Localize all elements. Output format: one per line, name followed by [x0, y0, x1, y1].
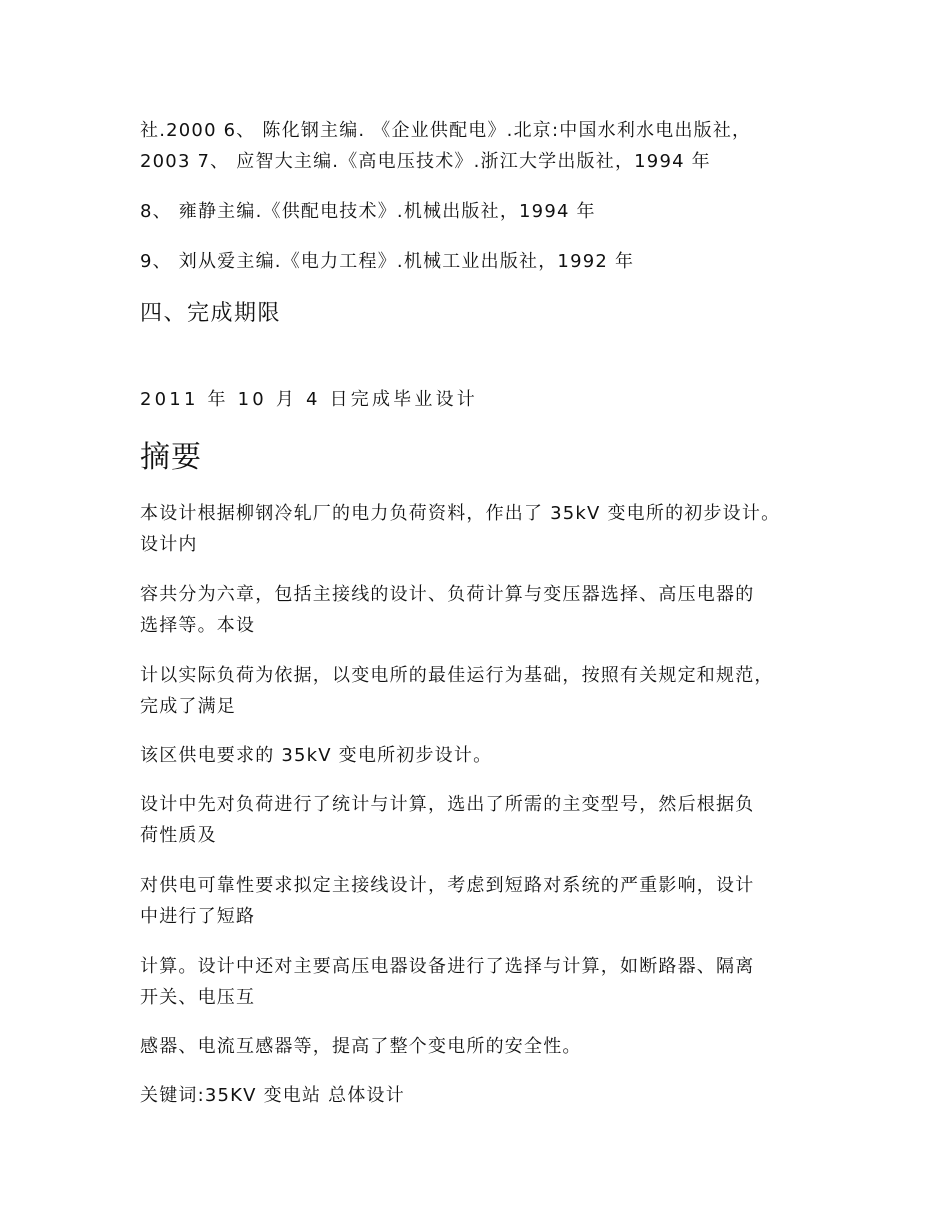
- reference-line-2: 2003 7、 应智大主编.《高电压技术》.浙江大学出版社，1994 年: [140, 151, 711, 172]
- abstract-line: 完成了满足: [140, 696, 236, 717]
- abstract-line: 荷性质及: [140, 825, 217, 846]
- abstract-line: 中进行了短路: [140, 906, 256, 927]
- abstract-title: 摘要: [140, 440, 202, 475]
- completion-date: 2011 年 10 月 4 日完成毕业设计: [140, 389, 478, 410]
- abstract-line: 计以实际负荷为依据，以变电所的最佳运行为基础，按照有关规定和规范，: [140, 665, 774, 686]
- abstract-line: 感器、电流互感器等，提高了整个变电所的安全性。: [140, 1036, 582, 1057]
- abstract-line: 计算。设计中还对主要高压电器设备进行了选择与计算，如断路器、隔离: [140, 956, 755, 977]
- keywords-line: 关键词:35KV 变电站 总体设计: [140, 1085, 405, 1106]
- abstract-line: 选择等。本设: [140, 615, 256, 636]
- abstract-line: 本设计根据柳钢冷轧厂的电力负荷资料，作出了 35kV 变电所的初步设计。: [140, 503, 781, 524]
- abstract-line: 设计中先对负荷进行了统计与计算，选出了所需的主变型号，然后根据负: [140, 794, 755, 815]
- reference-item-8: 8、 雍静主编.《供配电技术》.机械出版社，1994 年: [140, 201, 596, 222]
- reference-line-1: 社.2000 6、 陈化钢主编. 《企业供配电》.北京:中国水利水电出版社，: [140, 120, 752, 141]
- abstract-line: 开关、电压互: [140, 987, 256, 1008]
- section-heading-deadline: 四、完成期限: [140, 301, 282, 326]
- reference-item-9: 9、 刘从爱主编.《电力工程》.机械工业出版社，1992 年: [140, 251, 635, 272]
- abstract-line: 该区供电要求的 35kV 变电所初步设计。: [140, 745, 493, 766]
- abstract-line: 对供电可靠性要求拟定主接线设计，考虑到短路对系统的严重影响，设计: [140, 875, 755, 896]
- abstract-line: 设计内: [140, 534, 198, 555]
- abstract-line: 容共分为六章，包括主接线的设计、负荷计算与变压器选择、高压电器的: [140, 584, 755, 605]
